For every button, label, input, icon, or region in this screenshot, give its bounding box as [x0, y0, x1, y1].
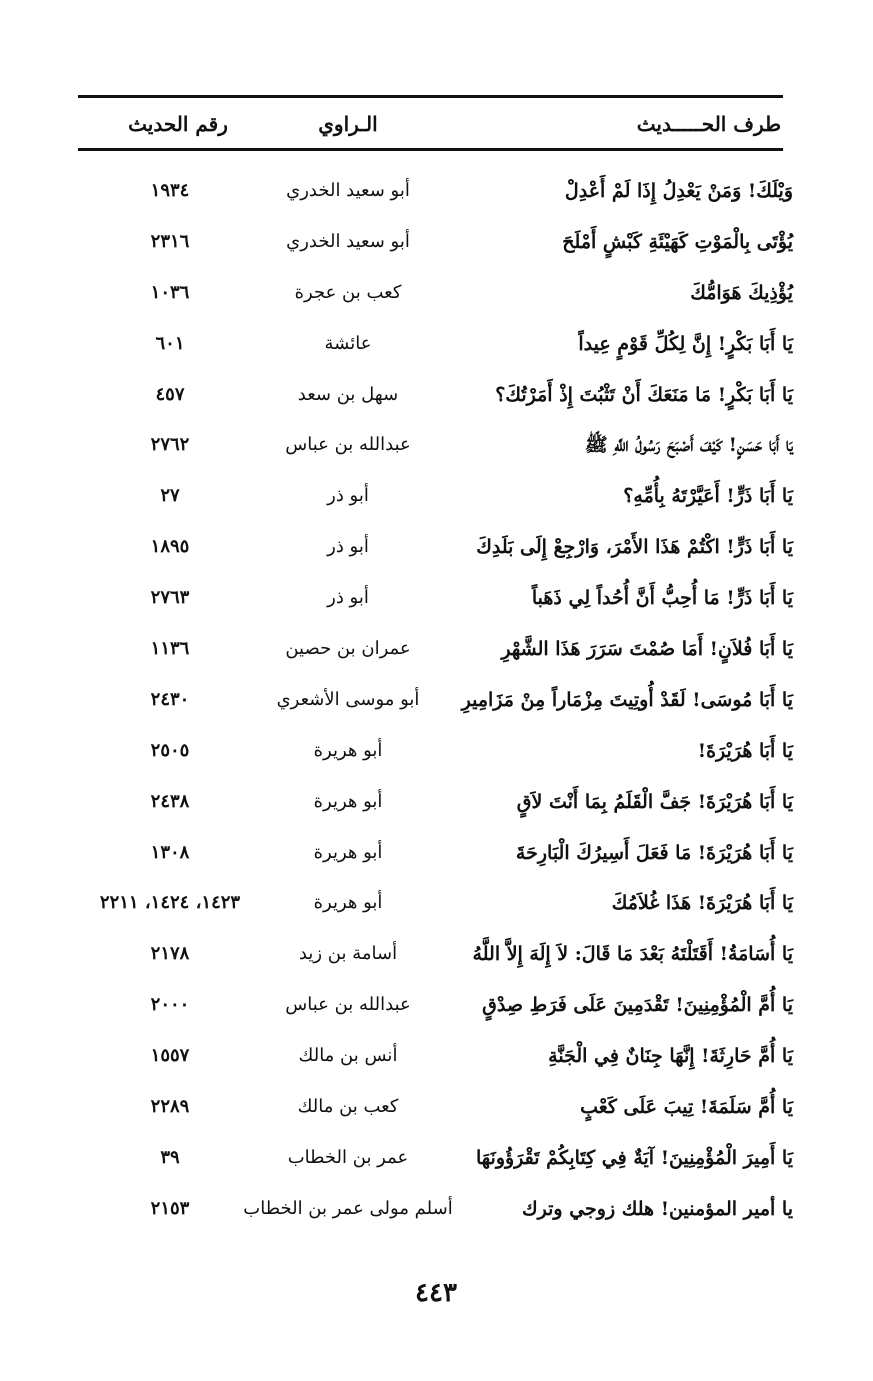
- hadith-number: ٢٤٣٠: [150, 688, 190, 710]
- hadith-index-table: [0, 166, 873, 1235]
- hadith-text: يَا أُمَّ حَارِثَةَ! إِنَّهَا جِنَانٌ فِي الْجَنَّةِ: [548, 1045, 793, 1068]
- table-row: [0, 217, 873, 268]
- hadith-number: ٢٢٨٩: [150, 1096, 190, 1118]
- narrator: أنس بن مالك: [298, 1045, 398, 1067]
- hadith-number: ١٩٣٤: [150, 180, 190, 201]
- table-row: [0, 726, 873, 777]
- hadith-number: ٢٧: [160, 485, 180, 507]
- table-row: [0, 1031, 873, 1082]
- hadith-text: يَا أُمَّ الْمُؤْمِنِينَ! تَقْدَمِينَ عَلَى فَرَطِ صِدْقٍ: [482, 994, 793, 1017]
- narrator: أبو هريرة: [313, 739, 383, 761]
- table-row: [0, 1184, 873, 1235]
- hadith-text: يَا أَبَا ذَرٍّ! اكْتُمْ هَذَا الأَمْرَ، وَارْجِعْ إِلَى بَلَدِكَ: [476, 536, 793, 559]
- table-row: [0, 878, 873, 929]
- hadith-number: ٣٩: [160, 1146, 180, 1168]
- hadith-text: يَا أَبَا ذَرٍّ! مَا أُحِبُّ أَنَّ أُحُداً لِي ذَهَباً: [531, 587, 793, 610]
- column-header-rawi: الـراوي: [318, 112, 378, 136]
- narrator: عبدالله بن عباس: [285, 994, 411, 1016]
- hadith-number: ٢٤٣٨: [150, 790, 190, 812]
- hadith-number: ٢٠٠٠: [150, 994, 190, 1016]
- hadith-number: ٢٣١٦: [150, 230, 190, 252]
- hadith-text: يَا أُمَّ سَلَمَةَ! تِيبَ عَلَى كَعْبٍ: [580, 1096, 793, 1119]
- hadith-text: يَا أَبَا هُرَيْرَةَ!: [697, 739, 793, 762]
- table-row: [0, 929, 873, 980]
- hadith-number: ١٤٢٣، ١٤٢٤، ٢٢١١: [99, 892, 241, 914]
- narrator: أبو ذر: [327, 485, 369, 507]
- table-row: [0, 1133, 873, 1184]
- narrator: أبو موسى الأشعري: [276, 688, 420, 710]
- page-number: ٤٤٣: [415, 1278, 457, 1308]
- narrator: أبو ذر: [327, 536, 369, 558]
- hadith-number: ٢٧٦٢: [150, 434, 190, 456]
- narrator: كعب بن مالك: [297, 1096, 399, 1118]
- table-row: [0, 624, 873, 675]
- narrator: أسلم مولى عمر بن الخطاب: [243, 1197, 453, 1219]
- narrator: أبو سعيد الخدري: [286, 230, 410, 252]
- narrator: أبو هريرة: [313, 892, 383, 914]
- hadith-number: ١١٣٦: [150, 638, 190, 660]
- table-row: [0, 675, 873, 726]
- table-row: [0, 420, 873, 471]
- hadith-number: ٤٥٧: [155, 383, 185, 405]
- table-row: [0, 573, 873, 624]
- narrator: عمران بن حصين: [285, 638, 411, 660]
- table-row: [0, 522, 873, 573]
- table-row: [0, 319, 873, 370]
- narrator: عائشة: [324, 332, 372, 354]
- column-header-raqm: رقم الحديث: [128, 112, 228, 136]
- hadith-text: يَا أُسَامَةُ! أَقَتَلْتَهُ بَعْدَ مَا قَالَ: لاَ إِلَهَ إِلاَّ اللَّهُ: [472, 943, 793, 966]
- hadith-number: ١٠٣٦: [150, 281, 190, 303]
- table-row: [0, 471, 873, 522]
- table-row: [0, 370, 873, 421]
- narrator: أسامة بن زيد: [298, 943, 398, 965]
- hadith-text: يَا أَبَا بَكْرٍ! إِنَّ لِكُلِّ قَوْمٍ عِيداً: [578, 332, 793, 355]
- table-row: [0, 980, 873, 1031]
- hadith-number: ١٥٥٧: [150, 1045, 190, 1067]
- hadith-text: يَا أَبَا فُلاَنٍ! أَمَا صُمْتَ سَرَرَ هَذَا الشَّهْرِ: [501, 638, 793, 661]
- hadith-text: يَا أَمِيرَ الْمُؤْمِنِينَ! آيَةٌ فِي كِتَابِكُمْ تَقْرَؤُونَهَا: [476, 1146, 793, 1169]
- hadith-text: يَا أَبَا حَسَنٍ! كَيْفَ أَصْبَحَ رَسُولُ اللَّهِ ﷺ: [584, 434, 793, 457]
- hadith-text: يُؤْذِيكَ هَوَامُّكَ: [690, 281, 793, 304]
- column-header-tarf: طرف الحـــــديث: [636, 112, 781, 136]
- narrator: أبو ذر: [327, 587, 369, 609]
- hadith-text: يَا أَبَا هُرَيْرَةَ! جَفَّ الْقَلَمُ بِمَا أَنْتَ لاَقٍ: [516, 790, 793, 813]
- narrator: سهل بن سعد: [297, 383, 399, 405]
- header-bottom-rule: [78, 148, 783, 151]
- narrator: أبو هريرة: [313, 841, 383, 863]
- hadith-text: يُؤْتَى بِالْمَوْتِ كَهَيْئَةِ كَبْشٍ أَمْلَحَ: [562, 230, 793, 253]
- table-row: [0, 166, 873, 217]
- hadith-text: يَا أَبَا بَكْرٍ! مَا مَنَعَكَ أَنْ تَثْبُتَ إِذْ أَمَرْتُكَ؟: [495, 383, 793, 406]
- hadith-number: ٢٧٦٣: [150, 587, 190, 609]
- hadith-number: ٢٥٠٥: [150, 739, 190, 761]
- hadith-number: ٢١٧٨: [150, 943, 190, 965]
- hadith-text: وَيْلَكَ! وَمَنْ يَعْدِلُ إِذَا لَمْ أَعْدِلْ: [564, 180, 793, 202]
- table-row: [0, 1082, 873, 1133]
- table-row: [0, 268, 873, 319]
- narrator: أبو هريرة: [313, 790, 383, 812]
- hadith-text: يا أمير المؤمنين! هلك زوجي وترك: [521, 1197, 793, 1220]
- hadith-number: ٢١٥٣: [150, 1197, 190, 1219]
- hadith-number: ١٨٩٥: [150, 536, 190, 558]
- hadith-number: ١٣٠٨: [150, 841, 190, 863]
- narrator: أبو سعيد الخدري: [286, 180, 410, 201]
- hadith-text: يَا أَبَا هُرَيْرَةَ! مَا فَعَلَ أَسِيرُكَ الْبَارِحَةَ: [515, 841, 793, 864]
- narrator: عبدالله بن عباس: [285, 434, 411, 456]
- header-top-rule: [78, 95, 783, 98]
- hadith-number: ٦٠١: [155, 332, 185, 354]
- hadith-text: يَا أَبَا مُوسَى! لَقَدْ أُوتِيتَ مِزْمَاراً مِنْ مَزَامِيرِ: [461, 688, 793, 711]
- table-row: [0, 828, 873, 879]
- table-row: [0, 777, 873, 828]
- hadith-text: يَا أَبَا ذَرٍّ! أَعَيَّرْتَهُ بِأُمِّهِ؟: [623, 485, 793, 508]
- hadith-text: يَا أَبَا هُرَيْرَةَ! هَذَا غُلاَمُكَ: [611, 892, 793, 915]
- narrator: كعب بن عجرة: [294, 281, 402, 303]
- narrator: عمر بن الخطاب: [287, 1146, 409, 1168]
